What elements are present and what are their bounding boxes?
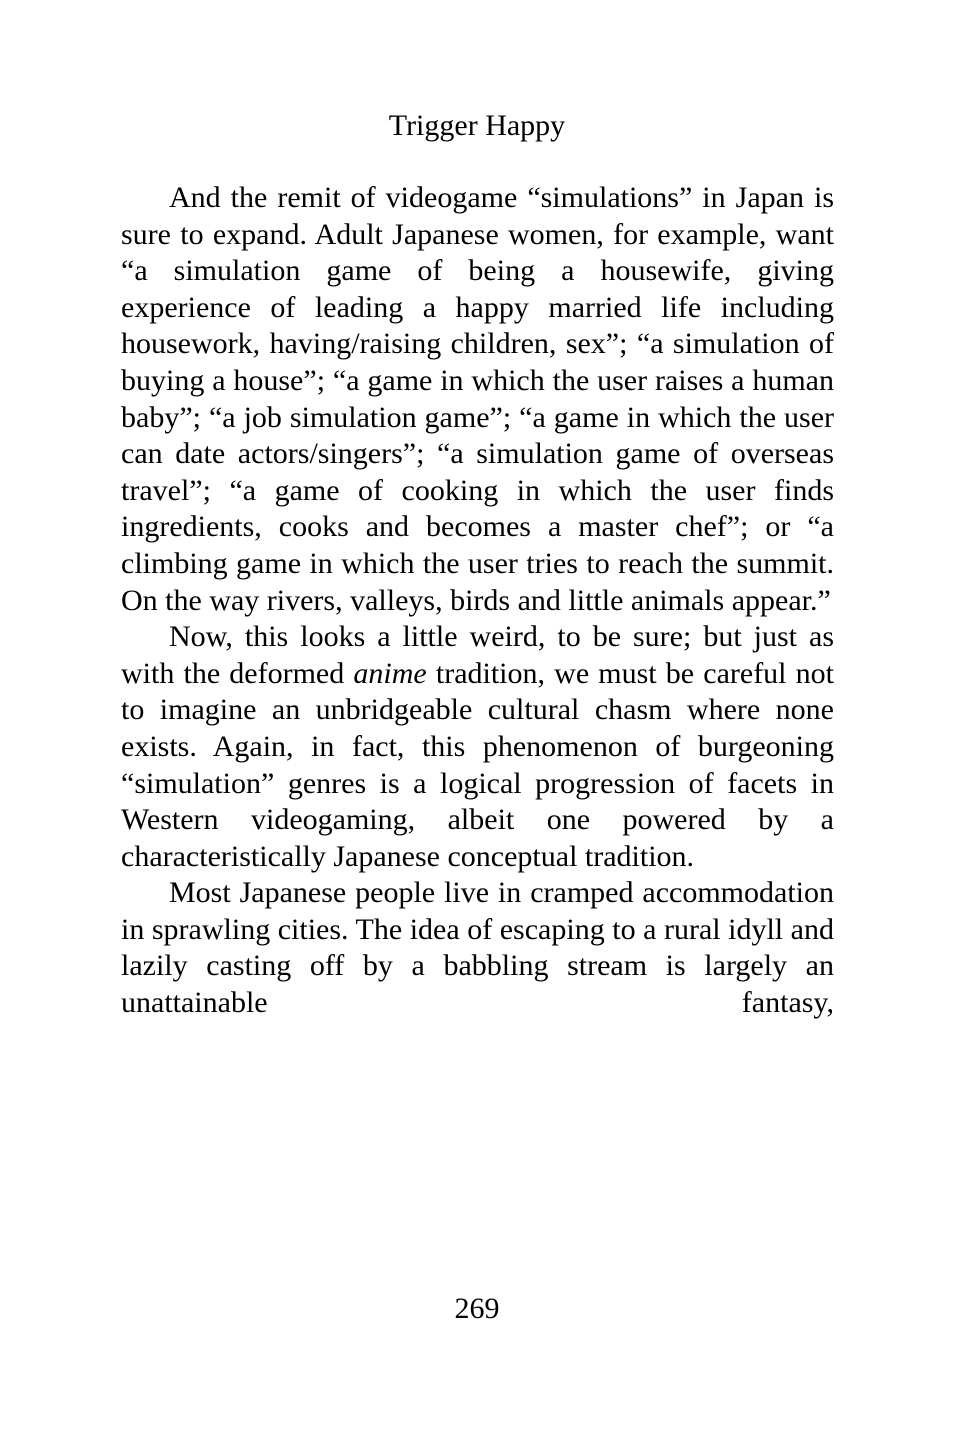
italic-term: anime: [353, 656, 427, 690]
running-header: Trigger Happy: [388, 109, 566, 142]
paragraph-text: tradition, we must be careful not to imagine an unbridgeable cultural chasm where none exists. Again, in fact, this phenomenon of burgeoning “simulation” genres is a logical progression of facets in Western videogaming, albeit one powered by a characteristically Japanese conceptual tradition.: [121, 656, 834, 873]
page-number: 269: [454, 1292, 500, 1325]
body-text: [121, 180, 834, 1022]
paragraph: And the remit of videogame “simulations” in Japan is sure to expand. Adult Japanese women, for example, want “a simulation game of being a housewife, giving experience of leading a happy married life including housework, having/raising children, sex”; “a simulation of buying a house”; “a game in which the user raises a human baby”; “a job simulation game”; “a game in which the user can date actors/singers”; “a simulation game of overseas travel”; “a game of cooking in which the user finds ingredients, cooks and becomes a master chef”; or “a climbing game in which the user tries to reach the summit. On the way rivers, valleys, birds and little animals appear.”: [121, 181, 834, 617]
paragraph-text: Now, this looks a little weird, to be sure; but just as with the deformed: [121, 620, 834, 690]
paragraph: Most Japanese people live in cramped accommodation in sprawling cities. The idea of escaping to a rural idyll and lazily casting off by a babbling stream is largely an unattainable fantasy,: [121, 876, 834, 1020]
paragraph: [121, 619, 834, 875]
